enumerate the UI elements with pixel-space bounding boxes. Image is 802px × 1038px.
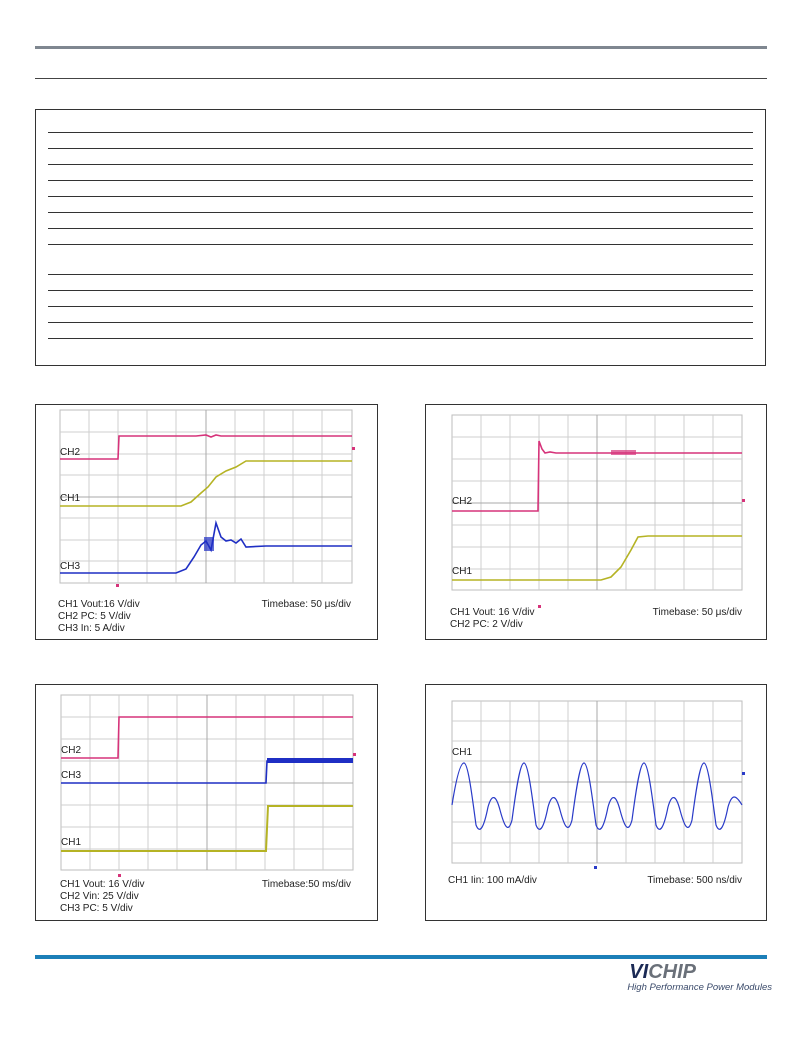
scope-panel-3 <box>35 684 378 921</box>
scope-2-graph <box>426 405 768 641</box>
logo-tagline: High Performance Power Modules <box>627 982 772 993</box>
channel-label: CH3 <box>61 770 82 781</box>
footer-rule <box>35 955 767 959</box>
channel-label: CH2 <box>60 447 81 458</box>
scope-caption-line: CH1 Vout: 16 V/div <box>450 607 535 618</box>
table-row-line <box>48 212 753 213</box>
vichip-logo <box>612 961 772 995</box>
table-row-line <box>48 148 753 149</box>
scope-caption-line: CH1 Vout:16 V/div <box>58 599 140 610</box>
table-row-line <box>48 196 753 197</box>
logo-chip: CHIP <box>648 961 696 983</box>
channel-label: CH1 <box>452 747 473 758</box>
scope-caption-line: CH2 PC: 2 V/div <box>450 619 523 630</box>
table-row-line <box>48 132 753 133</box>
scope-caption-line: CH2 PC: 5 V/div <box>58 611 131 622</box>
channel-label: CH1 <box>60 493 81 504</box>
scope-panel-1 <box>35 404 378 640</box>
channel-label: CH1 <box>452 566 473 577</box>
channel-label: CH2 <box>61 745 82 756</box>
table-row-line <box>48 180 753 181</box>
scope-caption-line: CH2 Vin: 25 V/div <box>60 891 139 902</box>
scope-caption-line: CH3 In: 5 A/div <box>58 623 125 634</box>
timebase-label: Timebase:50 ms/div <box>261 879 351 890</box>
spec-table <box>35 109 766 366</box>
table-row-line <box>48 274 753 275</box>
channel-label: CH2 <box>452 496 473 507</box>
scope-panel-4 <box>425 684 767 921</box>
logo-wordmark <box>629 961 696 984</box>
scope-caption-line: CH1 Vout: 16 V/div <box>60 879 145 890</box>
timebase-label: Timebase: 50 μs/div <box>652 607 742 618</box>
table-row-line <box>48 306 753 307</box>
channel-label: CH3 <box>60 561 81 572</box>
table-row-line <box>48 164 753 165</box>
table-row-line <box>48 322 753 323</box>
timebase-label: Timebase: 500 ns/div <box>647 875 742 886</box>
scope-caption-line: CH1 Iin: 100 mA/div <box>448 875 537 886</box>
timebase-label: Timebase: 50 μs/div <box>261 599 351 610</box>
table-row-line <box>48 290 753 291</box>
table-row-line <box>48 338 753 339</box>
logo-vi: VI <box>629 961 649 983</box>
scope-panel-2 <box>425 404 767 640</box>
table-row-line <box>48 244 753 245</box>
channel-label: CH1 <box>61 837 82 848</box>
scope-caption-line: CH3 PC: 5 V/div <box>60 903 133 914</box>
table-row-line <box>48 228 753 229</box>
header-subrule <box>35 78 767 79</box>
header-rule <box>35 46 767 49</box>
